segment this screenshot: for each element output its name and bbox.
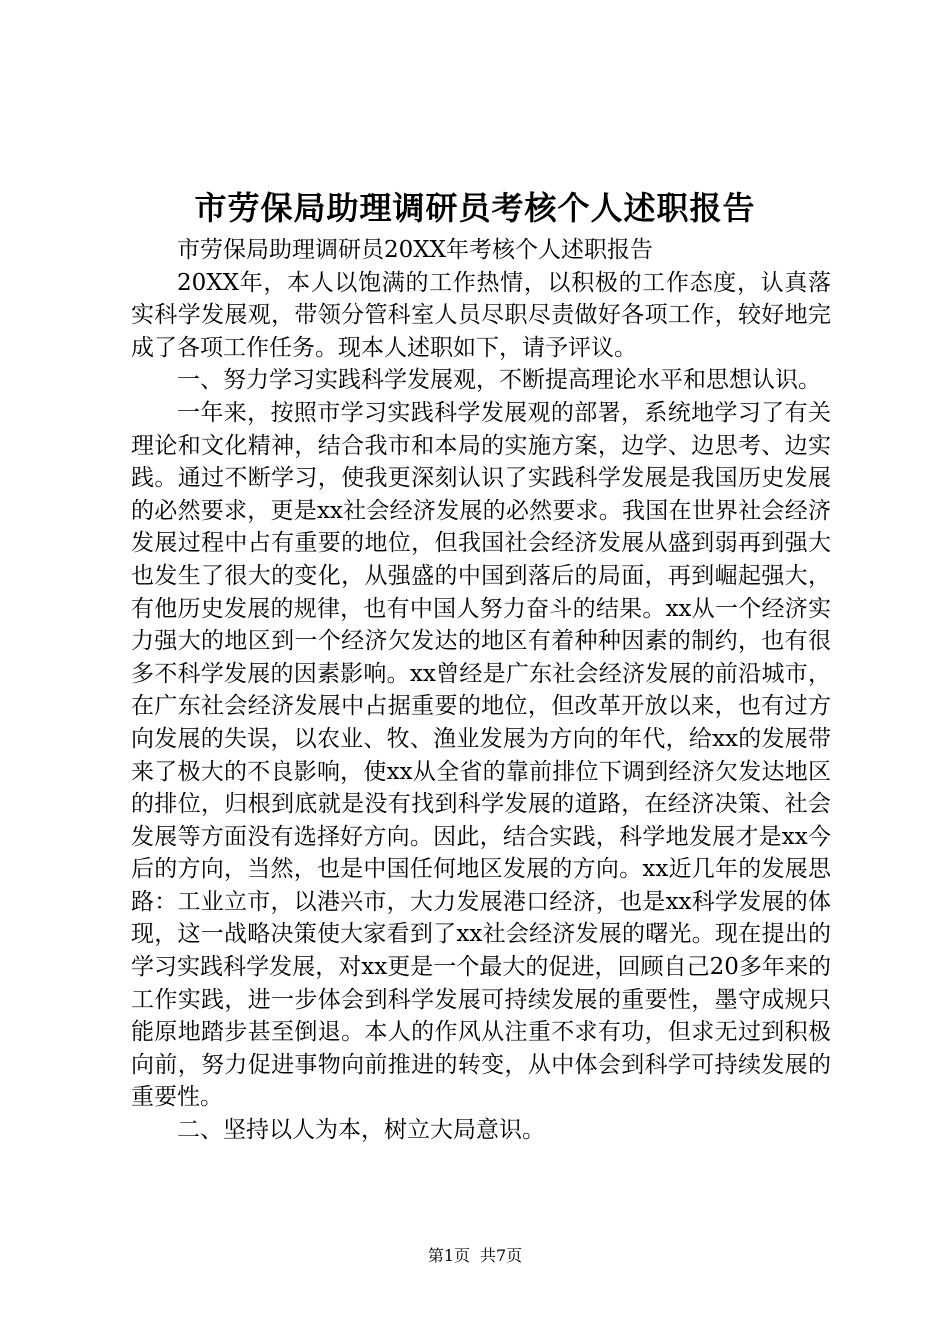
- page-number: 第1页: [427, 1246, 470, 1265]
- document-title: 市劳保局助理调研员考核个人述职报告: [194, 189, 756, 227]
- section-heading-2: 二、坚持以人为本，树立大局意识。: [177, 1117, 545, 1144]
- page-total: 共7页: [480, 1246, 523, 1265]
- body-paragraph: 一年来，按照市学习实践科学发展观的部署，系统地学习了有关理论和文化精神，结合我市和本局的实施方案，边学、边思考、边实践。通过不断学习，使我更深刻认识了实践科学发展是我国历史发展的必然要求，更是xx社会经济发展的必然要求。我国在世界社会经济发展过程中占有重要的地位，但我国社会经济发展从盛到弱再到强大也发生了很大的变化，从强盛的中国到落后的局面，再到崛起强大，有他历史发展的规律，也有中国人努力奋斗的结果。xx从一个经济实力强大的地区到一个经济欠发达的地区有着种种因素的制约，也有很多不科学发展的因素影响。xx曾经是广东社会经济发展的前沿城市，在广东社会经济发展中占据重要的地位，但改革开放以来，也有过方向发展的失误，以农业、牧、渔业发展为方向的年代，给xx的发展带来了极大的不良影响，使xx从全省的靠前排位下调到经济欠发达地区的排位，归根到底就是没有找到科学发展的道路，在经济决策、社会发展等方面没有选择好方向。因此，结合实践，科学地发展才是xx今后的方向，当然，也是中国任何地区发展的方向。xx近几年的发展思路：工业立市，以港兴市，大力发展港口经济，也是xx科学发展的体现，这一战略决策使大家看到了xx社会经济发展的曙光。现在提出的学习实践科学发展，对xx更是一个最大的促进，回顾自己20多年来的工作实践，进一步体会到科学发展可持续发展的重要性，墨守成规只能原地踏步甚至倒退。本人的作风从注重不求有功，但求无过到积极向前，努力促进事物向前推进的转变，从中体会到科学可持续发展的重要性。: [131, 399, 831, 1111]
- intro-paragraph: 20XX年，本人以饱满的工作热情，以积极的工作态度，认真落实科学发展观，带领分管科室人员尽职尽责做好各项工作，较好地完成了各项工作任务。现本人述职如下，请予评议。: [131, 269, 831, 361]
- page-footer: [0, 1246, 950, 1266]
- subtitle-paragraph: 市劳保局助理调研员20XX年考核个人述职报告: [177, 237, 654, 263]
- document-body: [131, 234, 831, 1147]
- section-heading-1: 一、努力学习实践科学发展观，不断提高理论水平和思想认识。: [177, 367, 821, 394]
